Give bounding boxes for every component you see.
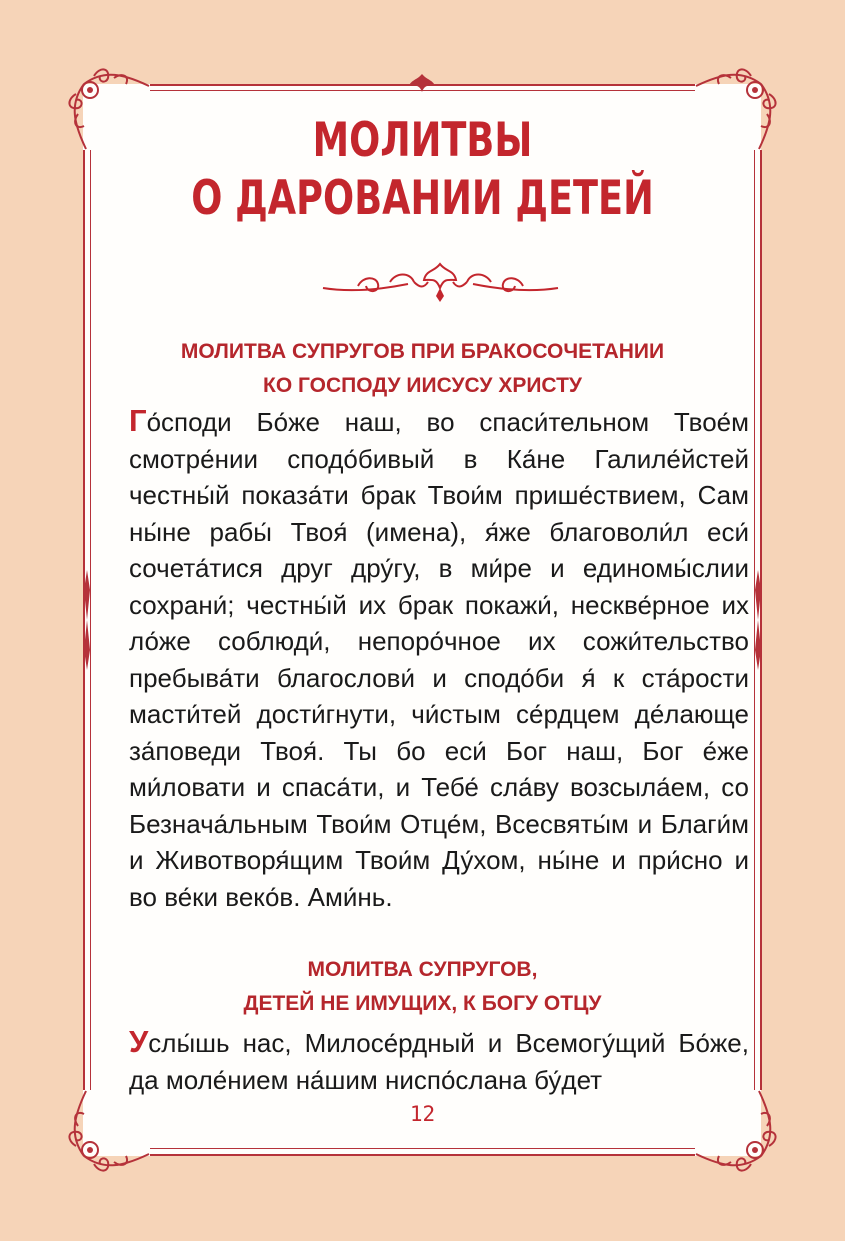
title-line-1: МОЛИТВЫ (312, 113, 533, 168)
frame-bottom-outer (150, 1154, 695, 1156)
section-1-heading (0, 335, 845, 403)
section-1-heading-line-2: КО ГОСПОДУ ИИСУСУ ХРИСТУ (263, 374, 582, 397)
section-2-heading-line-1: МОЛИТВА СУПРУГОВ, (307, 958, 538, 981)
section-2-heading-line-2: ДЕТЕЙ НЕ ИМУЩИХ, К БОГУ ОТЦУ (243, 992, 602, 1015)
section-2-prayer (129, 1024, 749, 1098)
top-center-ornament (407, 72, 437, 98)
section-2-dropcap: У (129, 1024, 149, 1059)
title-divider-ornament (318, 258, 563, 306)
corner-ornament-bottom-left (64, 1086, 154, 1176)
section-2-text: слы́шь нас, Милосе́рдный и Всемогу́щий Бо́же, да моле́нием на́шим ниспо́слана бу́дет (129, 1028, 749, 1095)
section-1-dropcap: Г (129, 403, 147, 438)
section-2-heading (0, 953, 845, 1021)
page-title (93, 112, 752, 228)
section-1-heading-line-1: МОЛИТВА СУПРУГОВ ПРИ БРАКОСОЧЕТАНИИ (180, 340, 665, 363)
side-ornament-left (80, 570, 94, 670)
page-number: 12 (409, 1102, 436, 1126)
corner-ornament-bottom-right (691, 1086, 781, 1176)
section-1-text: о́споди Бо́же наш, во спаси́тельном Твое́м смотре́нии сподо́бивый в Ка́не Галиле́йстей честны́й показа́ти брак Твои́м прише́ствием, Сам ны́не рабы́ Твоя́ (имена), я́же благоволи́л еси́ сочета́тися друг дру́гу, в ми́ре и единомы́слии сохрани́; честны́й их брак покажи́, нескве́рное их ло́же соблюди́, непоро́чное их сожи́тельство пребыва́ти благослови́ и сподо́би я́ к ста́рости масти́тей дости́гнути, чи́стым се́рдцем де́лающе за́поведи Твоя́. Ты бо еси́ Бог наш, Бог е́же ми́ловати и спаса́ти, и Тебе́ сла́ву возсыла́ем, со Безнача́льным Твои́м Отце́м, Всесвяты́м и Благи́м и Животворя́щим Твои́м Ду́хом, ны́не и при́сно и во ве́ки веко́в. Ами́нь. (129, 407, 749, 912)
title-line-2: О ДАРОВАНИИ ДЕТЕЙ (191, 171, 654, 226)
frame-bottom-inner (150, 1148, 695, 1149)
side-ornament-right (751, 570, 765, 670)
section-1-prayer (129, 403, 749, 915)
